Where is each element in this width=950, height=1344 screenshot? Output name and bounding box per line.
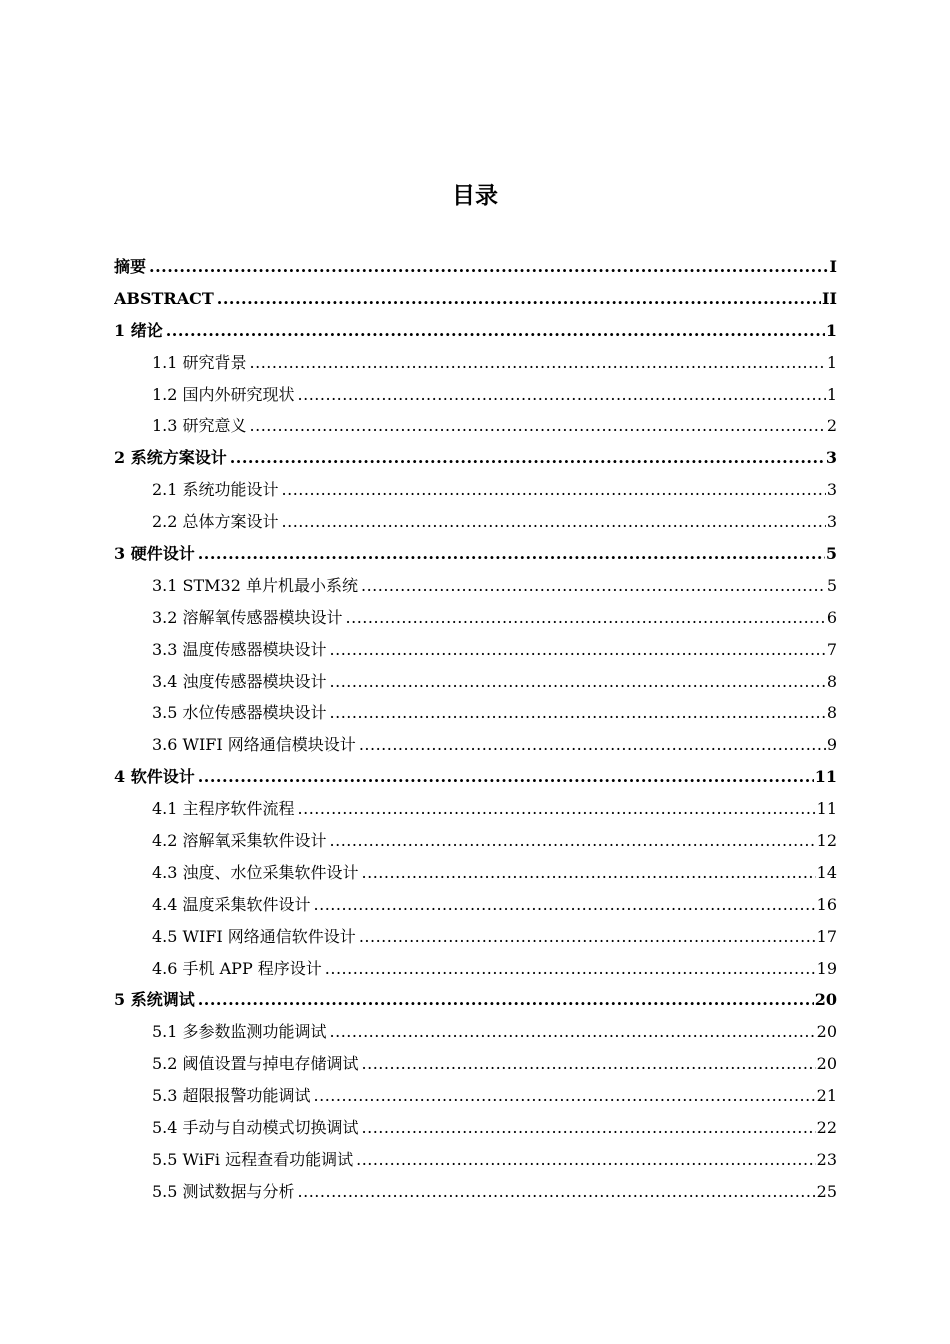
toc-entry-label: 3.3 温度传感器模块设计 <box>152 639 327 659</box>
toc-dot-leader <box>325 953 816 985</box>
toc-entry-page: 7 <box>826 639 837 659</box>
toc-entry[interactable] <box>114 761 837 793</box>
toc-entry-label: 1 绪论 <box>114 320 163 340</box>
toc-dot-leader <box>356 1144 816 1176</box>
toc-dot-leader <box>330 697 826 729</box>
toc-entry-page: 1 <box>826 384 837 404</box>
toc-entry[interactable] <box>114 825 837 857</box>
toc-dot-leader <box>361 570 826 602</box>
toc-entry-label: 2.1 系统功能设计 <box>152 480 279 500</box>
toc-entry-label: 4.3 浊度、水位采集软件设计 <box>152 862 359 882</box>
toc-entry-page: 3 <box>825 448 837 468</box>
toc-dot-leader <box>250 410 826 442</box>
toc-dot-leader <box>298 793 816 825</box>
toc-entry-page: 21 <box>816 1086 837 1106</box>
toc-dot-leader <box>198 761 814 793</box>
toc-entry[interactable] <box>114 283 837 315</box>
toc-entry[interactable] <box>114 729 837 761</box>
toc-entry[interactable] <box>114 474 837 506</box>
toc-dot-leader <box>298 379 826 411</box>
toc-entry-page: II <box>822 288 837 308</box>
toc-entry[interactable] <box>114 410 837 442</box>
toc-entry[interactable] <box>114 1144 837 1176</box>
toc-entry[interactable] <box>114 1176 837 1208</box>
toc-entry-label: 5.1 多参数监测功能调试 <box>152 1022 327 1042</box>
toc-entry[interactable] <box>114 697 837 729</box>
toc-dot-leader <box>314 889 816 921</box>
toc-entry-label: 1.3 研究意义 <box>152 416 247 436</box>
toc-dot-leader <box>166 315 825 347</box>
toc-entry[interactable] <box>114 953 837 985</box>
toc-entry-label: 4.2 溶解氧采集软件设计 <box>152 831 327 851</box>
toc-entry-page: 12 <box>816 831 837 851</box>
toc-entry[interactable] <box>114 251 837 283</box>
toc-entry[interactable] <box>114 1048 837 1080</box>
toc-dot-leader <box>346 602 826 634</box>
toc-dot-leader <box>359 729 826 761</box>
toc-entry-label: 5.2 阈值设置与掉电存储调试 <box>152 1054 359 1074</box>
toc-dot-leader <box>330 825 816 857</box>
toc-dot-leader <box>250 347 826 379</box>
toc-entry[interactable] <box>114 634 837 666</box>
toc-entry[interactable] <box>114 1016 837 1048</box>
toc-entry-page: 17 <box>816 926 837 946</box>
toc-dot-leader <box>330 666 826 698</box>
toc-dot-leader <box>362 1112 816 1144</box>
toc-entry-page: 6 <box>826 607 837 627</box>
toc-entry[interactable] <box>114 857 837 889</box>
toc-entry[interactable] <box>114 921 837 953</box>
toc-entry-page: 16 <box>816 894 837 914</box>
toc-entry[interactable] <box>114 315 837 347</box>
toc-dot-leader <box>359 921 816 953</box>
toc-dot-leader <box>362 1048 816 1080</box>
toc-entry-label: 4.1 主程序软件流程 <box>152 799 295 819</box>
toc-dot-leader <box>198 984 814 1016</box>
toc-entry-label: ABSTRACT <box>114 288 214 308</box>
toc-entry-label: 4.6 手机 APP 程序设计 <box>152 958 322 978</box>
toc-entry[interactable] <box>114 538 837 570</box>
toc-entry-label: 2 系统方案设计 <box>114 448 227 468</box>
toc-entry-page: 11 <box>814 767 837 787</box>
toc-dot-leader <box>298 1176 816 1208</box>
toc-entry-label: 1.2 国内外研究现状 <box>152 384 295 404</box>
toc-entry-page: 2 <box>826 416 837 436</box>
toc-entry[interactable] <box>114 442 837 474</box>
toc-entry[interactable] <box>114 379 837 411</box>
toc-entry[interactable] <box>114 1080 837 1112</box>
toc-entry-page: 1 <box>825 320 837 340</box>
toc-entry-label: 3.5 水位传感器模块设计 <box>152 703 327 723</box>
toc-entry-page: 1 <box>826 352 837 372</box>
toc-entry-page: 8 <box>826 703 837 723</box>
toc-entry[interactable] <box>114 1112 837 1144</box>
toc-dot-leader <box>314 1080 816 1112</box>
toc-entry-label: 4.4 温度采集软件设计 <box>152 894 311 914</box>
toc-dot-leader <box>282 506 826 538</box>
toc-entry-label: 摘要 <box>114 257 147 276</box>
toc-entry-page: 19 <box>816 958 837 978</box>
toc-dot-leader <box>198 538 825 570</box>
toc-entry-page: 22 <box>816 1118 837 1138</box>
page-title: 目录 <box>452 183 498 210</box>
toc-entry-label: 5.5 测试数据与分析 <box>152 1181 295 1201</box>
toc-entry-label: 3.1 STM32 单片机最小系统 <box>152 575 358 595</box>
toc-dot-leader <box>149 251 829 283</box>
toc-entry-page: 23 <box>816 1149 837 1169</box>
toc-entry-page: 20 <box>816 1054 837 1074</box>
toc-entry-page: 8 <box>826 671 837 691</box>
toc-entry-page: 3 <box>826 480 837 500</box>
toc-entry-page: 5 <box>826 575 837 595</box>
toc-entry[interactable] <box>114 347 837 379</box>
toc-entry[interactable] <box>114 984 837 1016</box>
toc-entry-label: 3.2 溶解氧传感器模块设计 <box>152 607 343 627</box>
toc-entry-label: 5 系统调试 <box>114 990 195 1010</box>
toc-entry-page: 20 <box>814 990 837 1010</box>
toc-entry-page: 25 <box>816 1181 837 1201</box>
toc-entry-page: 14 <box>816 862 837 882</box>
toc-entry-page: I <box>829 257 837 276</box>
toc-entry-label: 5.3 超限报警功能调试 <box>152 1086 311 1106</box>
toc-dot-leader <box>217 283 821 315</box>
toc-dot-leader <box>330 1016 816 1048</box>
toc-dot-leader <box>330 634 826 666</box>
toc-entry[interactable] <box>114 570 837 602</box>
toc-entry-page: 3 <box>826 512 837 532</box>
toc-entry-label: 3 硬件设计 <box>114 544 195 564</box>
toc-entry[interactable] <box>114 666 837 698</box>
toc-entry-page: 5 <box>825 544 837 564</box>
toc-entry-label: 5.5 WiFi 远程查看功能调试 <box>152 1149 354 1169</box>
toc-dot-leader <box>230 442 825 474</box>
toc-entry-label: 4 软件设计 <box>114 767 195 787</box>
toc-entry[interactable] <box>114 889 837 921</box>
table-of-contents <box>114 251 837 1208</box>
toc-entry-label: 5.4 手动与自动模式切换调试 <box>152 1118 359 1138</box>
toc-entry-label: 3.4 浊度传感器模块设计 <box>152 671 327 691</box>
toc-entry[interactable] <box>114 602 837 634</box>
toc-entry-label: 2.2 总体方案设计 <box>152 512 279 532</box>
toc-entry-page: 11 <box>816 799 837 819</box>
toc-entry[interactable] <box>114 506 837 538</box>
toc-entry-page: 20 <box>816 1022 837 1042</box>
toc-entry-label: 3.6 WIFI 网络通信模块设计 <box>152 735 356 755</box>
toc-dot-leader <box>362 857 816 889</box>
toc-entry-label: 4.5 WIFI 网络通信软件设计 <box>152 926 356 946</box>
toc-entry-page: 9 <box>826 735 837 755</box>
toc-dot-leader <box>282 474 826 506</box>
toc-entry[interactable] <box>114 793 837 825</box>
toc-entry-label: 1.1 研究背景 <box>152 352 247 372</box>
